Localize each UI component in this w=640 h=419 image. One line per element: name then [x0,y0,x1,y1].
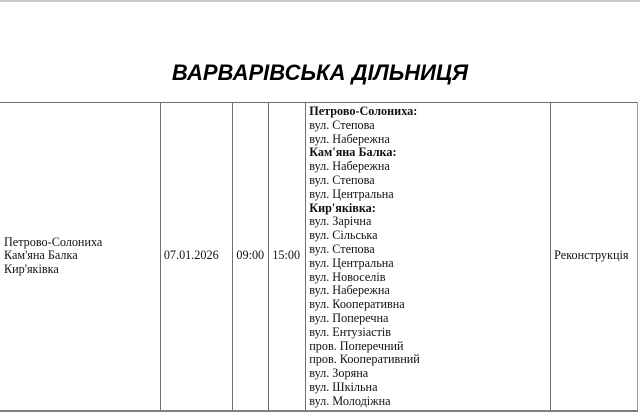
street-item: вул. Центральна [309,186,394,201]
end-time-cell: 15:00 [269,103,306,411]
street-item: вул. Степова [309,117,375,132]
street-item: вул. Зоряна [309,366,369,381]
street-item: пров. Поперечний [309,338,404,353]
settlement-name: Кир'яківка [4,262,59,277]
street-item: вул. Шкільна [309,379,378,394]
street-item: вул. Набережна [309,283,390,298]
street-item: вул. Ентузіастів [309,324,392,339]
reason-cell: Реконструкція [551,103,638,411]
top-divider [0,0,640,2]
street-item: вул. Кооперативна [309,297,405,312]
street-item: вул. Набережна [309,159,390,174]
street-item: вул. Молодіжна [309,393,391,408]
street-item: вул. Зарічна [309,214,372,229]
street-item: вул. Поперечна [309,310,389,325]
settlements-cell [0,103,160,411]
village-heading: Петрово-Солониха: [309,104,418,118]
street-item: вул. Центральна [309,255,394,270]
streets-cell [306,103,551,411]
table-row [0,103,638,411]
street-item: вул. Сільська [309,228,378,243]
street-item: вул. Степова [309,241,375,256]
date-cell: 07.01.2026 [160,103,233,411]
street-item: вул. Степова [309,172,375,187]
street-item: вул. Набережна [309,131,390,146]
street-item: пров. Кооперативний [309,352,420,367]
village-heading: Кам'яна Балка: [309,145,397,160]
start-time-cell: 09:00 [233,103,269,411]
settlement-name: Кам'яна Балка [4,248,78,263]
street-item: вул. Новоселів [309,269,386,284]
village-heading: Кир'яківка: [309,200,376,215]
page-title: ВАРВАРІВСЬКА ДІЛЬНИЦЯ [171,60,469,85]
outage-schedule-table [0,102,638,412]
settlement-name: Петрово-Солониха [4,234,103,249]
